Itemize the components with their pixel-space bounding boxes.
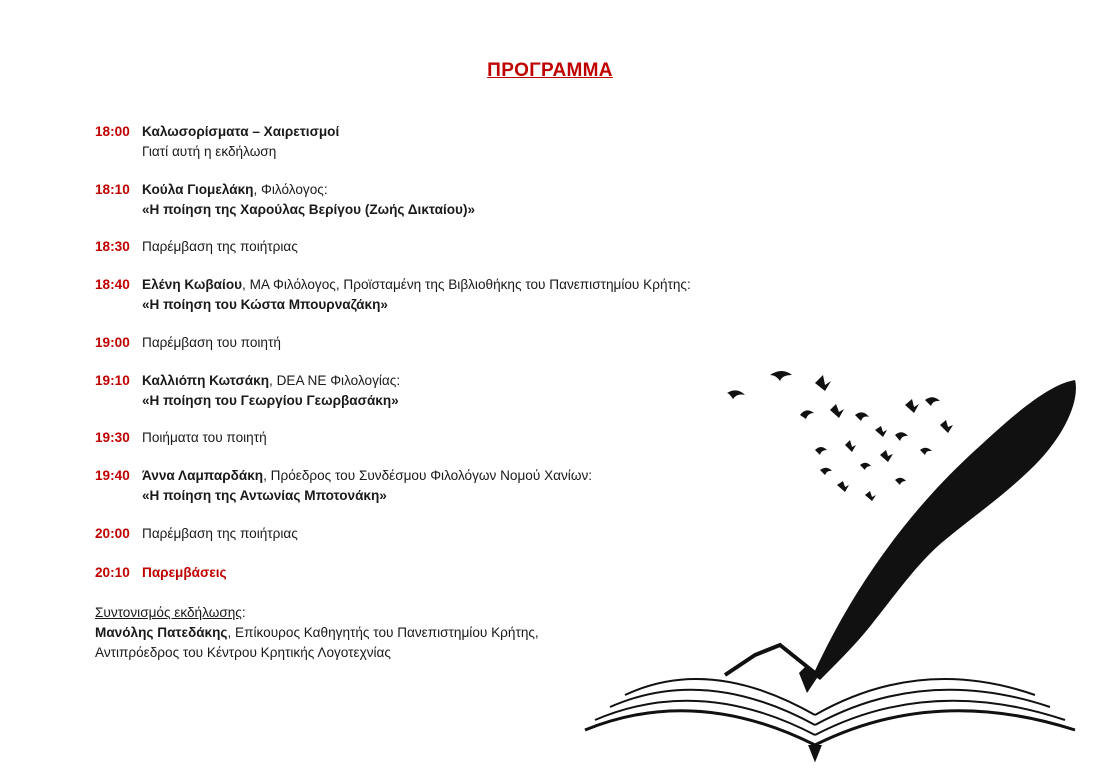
schedule-item xyxy=(95,122,339,162)
schedule-item xyxy=(95,563,227,583)
schedule-time: 18:10 xyxy=(95,182,130,197)
speaker-name: Κούλα Γιομελάκη xyxy=(142,182,254,197)
schedule-text: Παρέμβαση του ποιητή xyxy=(142,335,281,350)
talk-title: «Η ποίηση της Χαρούλας Βερίγου (Ζωής Δικταίου)» xyxy=(142,202,476,217)
coordinator-role: , Επίκουρος Καθηγητής του Πανεπιστημίου Κρήτης, xyxy=(227,625,539,640)
talk-title: «Η ποίηση του Κώστα Μπουρναζάκη» xyxy=(142,297,388,312)
speaker-name: Καλλιόπη Κωτσάκη xyxy=(142,373,270,388)
schedule-title: Καλωσορίσματα – Χαιρετισμοί xyxy=(142,124,340,139)
speaker-role: , ΜΑ Φιλόλογος, Προϊσταμένη της Βιβλιοθήκης του Πανεπιστημίου Κρήτης: xyxy=(242,277,691,292)
schedule-item xyxy=(95,466,592,506)
schedule-text: Παρέμβαση της ποιήτριας xyxy=(142,526,298,541)
speaker-name: Ελένη Κωβαίου xyxy=(142,277,243,292)
speaker-role: , Φιλόλογος: xyxy=(253,182,328,197)
speaker-name: Άννα Λαμπαρδάκη xyxy=(142,468,264,483)
schedule-item xyxy=(95,428,267,448)
schedule-item xyxy=(95,371,400,411)
schedule-time: 19:40 xyxy=(95,468,130,483)
schedule-text: Ποιήματα του ποιητή xyxy=(142,430,267,445)
open-book-icon xyxy=(585,679,1075,757)
schedule-item xyxy=(95,524,298,544)
schedule-item xyxy=(95,237,298,257)
coordination-label: Συντονισμός εκδήλωσης xyxy=(95,605,242,620)
schedule-subtitle: Γιατί αυτή η εκδήλωση xyxy=(142,144,277,159)
schedule-time: 18:00 xyxy=(95,124,130,139)
schedule-item xyxy=(95,180,475,220)
schedule-time: 20:00 xyxy=(95,526,130,541)
talk-title: «Η ποίηση του Γεωργίου Γεωρβασάκη» xyxy=(142,393,399,408)
coordinator-name: Μανόλης Πατεδάκης xyxy=(95,625,228,640)
schedule-item xyxy=(95,333,281,353)
schedule-time: 19:30 xyxy=(95,430,130,445)
talk-title: «Η ποίηση της Αντωνίας Μποτονάκη» xyxy=(142,488,387,503)
schedule-time: 18:40 xyxy=(95,277,130,292)
quill-book-illustration xyxy=(575,355,1090,765)
coordination-block xyxy=(95,603,539,663)
schedule-time: 19:00 xyxy=(95,335,130,350)
speaker-role: , Πρόεδρος του Συνδέσμου Φιλολόγων Νομού Χανίων: xyxy=(263,468,593,483)
page-title: ΠΡΟΓΡΑΜΜΑ xyxy=(487,60,613,81)
coordinator-role-2: Αντιπρόεδρος του Κέντρου Κρητικής Λογοτεχνίας xyxy=(95,645,391,660)
schedule-time: 19:10 xyxy=(95,373,130,388)
schedule-text: Παρεμβάσεις xyxy=(142,565,227,580)
schedule-text: Παρέμβαση της ποιήτριας xyxy=(142,239,298,254)
schedule-item xyxy=(95,275,691,315)
schedule-time: 20:10 xyxy=(95,565,130,580)
birds-icon xyxy=(727,371,953,501)
schedule-time: 18:30 xyxy=(95,239,130,254)
speaker-role: , DEA NE Φιλολογίας: xyxy=(269,373,401,388)
coordination-label-suffix: : xyxy=(241,605,246,620)
